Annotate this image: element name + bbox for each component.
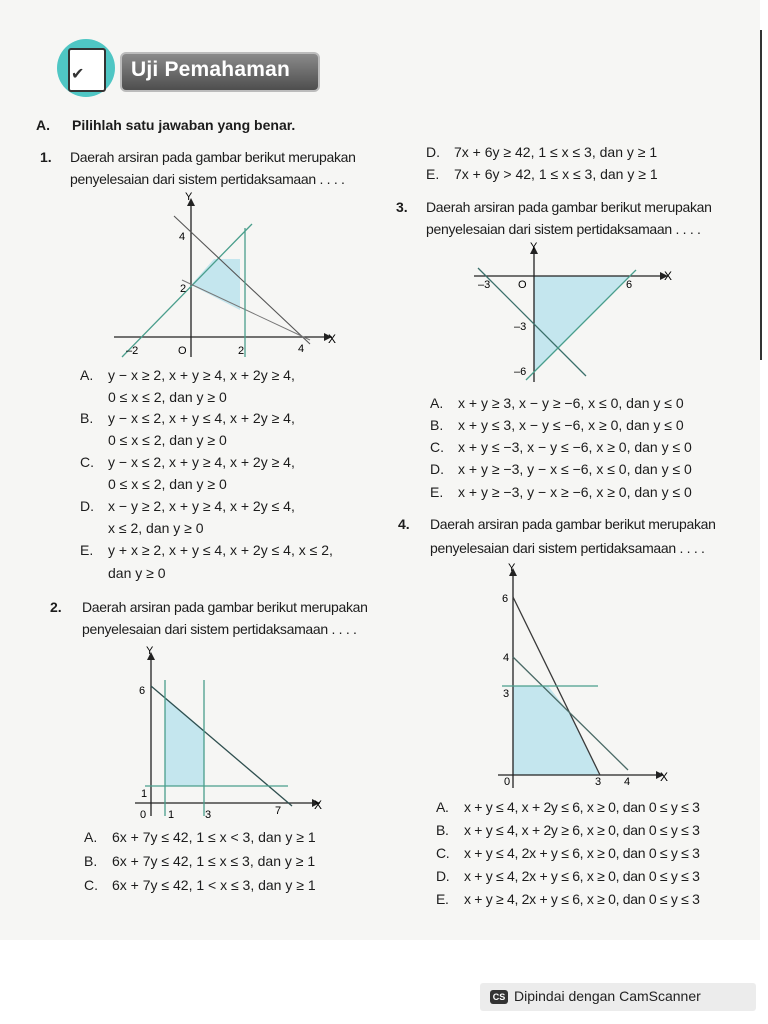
q2-option-a[interactable]: A. 6x + 7y ≤ 42, 1 ≤ x < 3, dan y ≥ 1 xyxy=(84,829,316,845)
q4-option-a[interactable]: A. x + y ≤ 4, x + 2y ≤ 6, x ≥ 0, dan 0 ≤ y ≤ 3 xyxy=(436,799,700,815)
q3-tick-minus3x: –3 xyxy=(478,279,491,291)
q3-y-label: Y xyxy=(530,241,538,253)
q1-tick-4y: 4 xyxy=(179,231,186,243)
q4-option-d[interactable]: D. x + y ≤ 4, 2x + y ≤ 6, x ≥ 0, dan 0 ≤ y ≤ 3 xyxy=(436,868,700,884)
q1-origin: O xyxy=(178,345,187,357)
section-title: Uji Pemahaman xyxy=(131,58,290,81)
q4-tick-4x: 4 xyxy=(624,776,631,788)
question-4-text-line1: Daerah arsiran pada gambar berikut merupakan xyxy=(430,516,716,532)
question-3-text-line2: penyelesaian dari sistem pertidaksamaan . . . . xyxy=(426,221,701,237)
q1-option-c[interactable]: C. y − x ≤ 2, x + y ≥ 4, x + 2y ≥ 4, xyxy=(80,454,295,470)
q3-option-e[interactable]: E. x + y ≥ −3, y − x ≥ −6, x ≥ 0, dan y ≤ 0 xyxy=(430,484,692,500)
question-4-text-line2: penyelesaian dari sistem pertidaksamaan . . . . xyxy=(430,540,705,556)
section-letter: A. xyxy=(36,117,50,133)
question-2-graph xyxy=(130,646,330,821)
q4-tick-3y: 3 xyxy=(503,688,510,700)
q1-option-e-line2: dan y ≥ 0 xyxy=(108,565,166,581)
q1-tick-minus2: –2 xyxy=(126,345,139,357)
q4-origin: 0 xyxy=(504,776,511,788)
q4-y-label: Y xyxy=(508,562,516,574)
q1-tick-4x: 4 xyxy=(298,343,305,355)
q2-tick-7: 7 xyxy=(275,805,282,817)
q1-option-e[interactable]: E. y + x ≥ 2, x + y ≤ 4, x + 2y ≤ 4, x ≤ 2, xyxy=(80,542,333,558)
q3-option-d[interactable]: D. x + y ≥ −3, y − x ≤ −6, x ≤ 0, dan y ≤ 0 xyxy=(430,461,692,477)
q1-option-d[interactable]: D. x − y ≥ 2, x + y ≥ 4, x + 2y ≤ 4, xyxy=(80,498,295,514)
q3-option-b[interactable]: B. x + y ≤ 3, x − y ≤ −6, x ≥ 0, dan y ≤ 0 xyxy=(430,417,684,433)
q1-tick-2y: 2 xyxy=(180,283,187,295)
question-3-text-line1: Daerah arsiran pada gambar berikut merupakan xyxy=(426,199,712,215)
q2-origin: 0 xyxy=(140,809,147,821)
q1-y-label: Y xyxy=(185,192,193,203)
q2-tick-3: 3 xyxy=(205,809,212,821)
q2-option-b[interactable]: B. 6x + 7y ≤ 42, 1 ≤ x ≤ 3, dan y ≥ 1 xyxy=(84,853,316,869)
q4-option-c[interactable]: C. x + y ≤ 4, 2x + y ≤ 6, x ≥ 0, dan 0 ≤ y ≤ 3 xyxy=(436,845,700,861)
camscanner-text: Dipindai dengan CamScanner xyxy=(514,988,701,1004)
q4-tick-3x: 3 xyxy=(595,776,602,788)
q1-line-x-plus-2y xyxy=(182,280,310,340)
q1-option-a[interactable]: A. y − x ≥ 2, x + y ≥ 4, x + 2y ≥ 4, xyxy=(80,367,295,383)
question-2-text-line2: penyelesaian dari sistem pertidaksamaan . . . . xyxy=(82,621,357,637)
q4-tick-4y: 4 xyxy=(503,652,510,664)
question-1-number: 1. xyxy=(40,149,52,165)
q1-option-c-line2: 0 ≤ x ≤ 2, dan y ≥ 0 xyxy=(108,476,227,492)
q2-y-label: Y xyxy=(146,646,154,657)
camscanner-icon: CS xyxy=(490,990,508,1004)
question-4-graph xyxy=(490,562,680,792)
faded-footer-strip xyxy=(40,930,420,940)
q3-origin: O xyxy=(518,279,527,291)
q4-tick-6: 6 xyxy=(502,593,509,605)
q4-option-e[interactable]: E. x + y ≥ 4, 2x + y ≤ 6, x ≥ 0, dan 0 ≤ y ≤ 3 xyxy=(436,891,700,907)
q3-tick-6: 6 xyxy=(626,279,633,291)
question-2-text-line1: Daerah arsiran pada gambar berikut merupakan xyxy=(82,599,368,615)
book-spine-edge xyxy=(760,30,762,360)
q2-tick-1y: 1 xyxy=(141,788,148,800)
q3-option-c[interactable]: C. x + y ≤ −3, x − y ≤ −6, x ≥ 0, dan y ≤ 0 xyxy=(430,439,692,455)
q1-option-b-line2: 0 ≤ x ≤ 2, dan y ≥ 0 xyxy=(108,432,227,448)
question-3-number: 3. xyxy=(396,199,408,215)
q1-tick-2x: 2 xyxy=(238,345,245,357)
q1-option-b[interactable]: B. y − x ≤ 2, x + y ≤ 4, x + 2y ≥ 4, xyxy=(80,410,295,426)
check-mark-icon: ✔ xyxy=(71,66,85,83)
question-1-text-line2: penyelesaian dari sistem pertidaksamaan . . . . xyxy=(70,171,345,187)
q2-option-d[interactable]: D. 7x + 6y ≥ 42, 1 ≤ x ≤ 3, dan y ≥ 1 xyxy=(426,144,658,160)
q1-line-x-plus-y xyxy=(174,216,310,344)
question-2-number: 2. xyxy=(50,599,62,615)
section-instruction: Pilihlah satu jawaban yang benar. xyxy=(72,117,296,133)
q2-shaded-region xyxy=(165,697,204,786)
q3-option-a[interactable]: A. x + y ≥ 3, x − y ≥ −6, x ≤ 0, dan y ≤ 0 xyxy=(430,395,684,411)
q2-tick-6: 6 xyxy=(139,685,146,697)
question-4-number: 4. xyxy=(398,516,410,532)
q1-option-a-line2: 0 ≤ x ≤ 2, dan y ≥ 0 xyxy=(108,389,227,405)
q4-x-label: X xyxy=(660,770,669,784)
question-1-graph xyxy=(110,192,350,364)
q1-option-d-line2: x ≤ 2, dan y ≥ 0 xyxy=(108,520,204,536)
q1-x-label: X xyxy=(328,332,337,346)
q4-option-b[interactable]: B. x + y ≤ 4, x + 2y ≥ 6, x ≥ 0, dan 0 ≤ y ≤ 3 xyxy=(436,822,700,838)
q2-option-c[interactable]: C. 6x + 7y ≤ 42, 1 < x ≤ 3, dan y ≥ 1 xyxy=(84,877,316,893)
q2-x-label: X xyxy=(314,798,323,812)
q1-shaded-region xyxy=(191,259,240,310)
q2-option-e[interactable]: E. 7x + 6y > 42, 1 ≤ x ≤ 3, dan y ≥ 1 xyxy=(426,166,658,182)
q3-tick-minus3y: –3 xyxy=(514,321,527,333)
q3-tick-minus6: –6 xyxy=(514,366,527,378)
question-3-graph xyxy=(470,240,680,390)
q2-tick-1x: 1 xyxy=(168,809,175,821)
question-1-text-line1: Daerah arsiran pada gambar berikut merupakan xyxy=(70,149,356,165)
q3-x-label: X xyxy=(664,269,673,283)
